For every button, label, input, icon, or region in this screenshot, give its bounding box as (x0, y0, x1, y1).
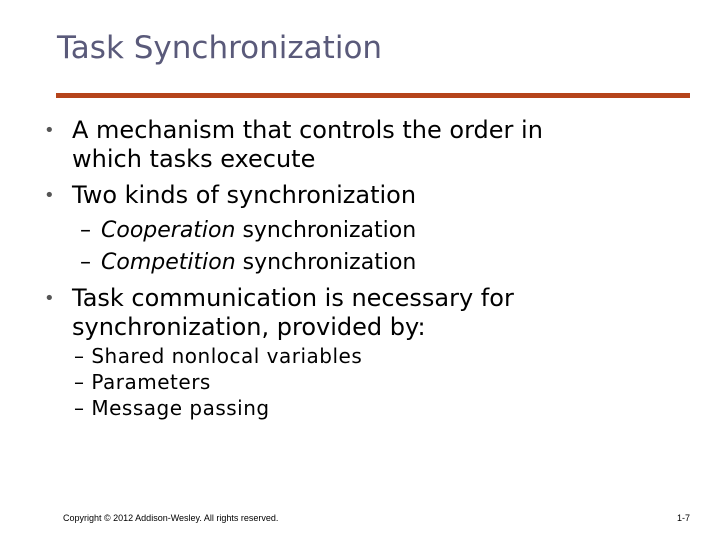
sub-item-shared-nonlocal-variables: – Shared nonlocal variables (74, 344, 363, 368)
bullet-2 (44, 181, 417, 210)
slide-title: Task Synchronization (57, 30, 383, 66)
sub-item-emphasis: Competition (101, 250, 236, 275)
bullet-marker: • (44, 185, 55, 206)
bullet-3-line-2: synchronization, provided by: (72, 313, 426, 341)
bullet-3 (44, 284, 514, 342)
bullet-1-line-1: A mechanism that controls the order in (72, 116, 543, 144)
sub-item-competition (80, 250, 416, 276)
bullet-marker: • (44, 288, 55, 309)
bullet-3-line-1: Task communication is necessary for (72, 284, 514, 312)
bullet-1-line-2: which tasks execute (72, 145, 316, 173)
footer-page-number: 1-7 (676, 513, 690, 523)
bullet-1 (44, 116, 543, 174)
sub-item-parameters: – Parameters (74, 370, 211, 394)
sub-item-text: synchronization (235, 218, 417, 243)
dash-marker: – (80, 218, 91, 243)
sub-item-text: synchronization (235, 250, 417, 275)
sub-item-cooperation (80, 218, 416, 244)
sub-item-emphasis: Cooperation (101, 218, 236, 243)
bullet-2-line-1: Two kinds of synchronization (72, 181, 417, 209)
dash-marker: – (80, 250, 91, 275)
sub-item-message-passing: – Message passing (74, 396, 270, 420)
bullet-marker: • (44, 120, 55, 141)
title-divider (56, 93, 690, 98)
footer-copyright: Copyright © 2012 Addison-Wesley. All rights reserved. (63, 513, 279, 523)
